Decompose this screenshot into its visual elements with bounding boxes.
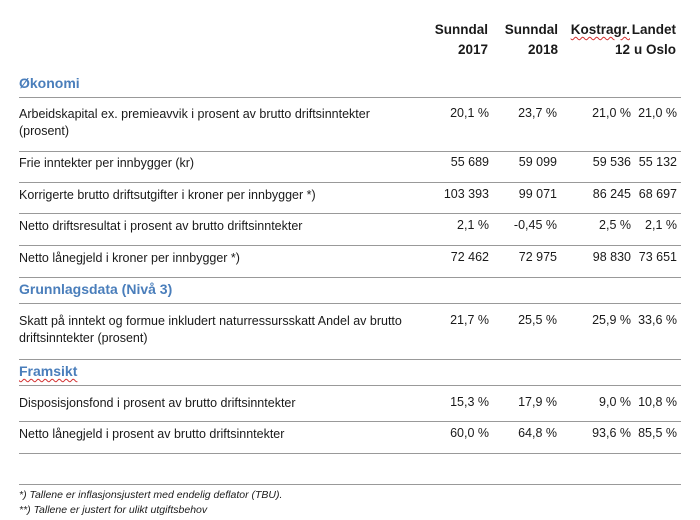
value-sunndal-2018: 99 071 <box>518 187 557 201</box>
value-sunndal-2017: 2,1 % <box>457 218 489 232</box>
row-label: Netto lånegjeld i prosent av brutto driftsinntekter <box>19 427 285 441</box>
value-landet-u-oslo: 55 132 <box>638 155 677 169</box>
value-sunndal-2018: -0,45 % <box>513 218 557 232</box>
value-kostragr-12: 21,0 % <box>592 106 631 120</box>
section-heading-grunnlagsdata: Grunnlagsdata (Nivå 3) <box>19 281 173 297</box>
value-landet-u-oslo: 68 697 <box>638 187 677 201</box>
value-landet-u-oslo: 2,1 % <box>645 218 677 232</box>
value-sunndal-2017: 20,1 % <box>450 106 489 120</box>
divider <box>19 213 681 214</box>
divider <box>19 303 681 304</box>
divider <box>19 277 681 278</box>
value-sunndal-2018: 72 975 <box>518 250 557 264</box>
section-heading-framsikt <box>19 363 77 379</box>
value-kostragr-12: 25,9 % <box>592 313 631 327</box>
divider <box>19 182 681 183</box>
section-heading-okonomi: Økonomi <box>19 75 80 91</box>
divider <box>19 97 681 98</box>
divider <box>19 453 681 454</box>
footnote-expenditure: **) Tallene er justert for ulikt utgiftsbehov <box>19 504 208 516</box>
value-sunndal-2017: 103 393 <box>443 187 489 201</box>
row-label: Skatt på inntekt og formue inkludert naturressursskatt Andel av brutto driftsinntekter (prosent) <box>19 314 402 345</box>
value-sunndal-2017: 55 689 <box>450 155 489 169</box>
value-sunndal-2018: 59 099 <box>518 155 557 169</box>
value-landet-u-oslo: 10,8 % <box>638 395 677 409</box>
value-sunndal-2018: 64,8 % <box>518 426 557 440</box>
row-label: Netto lånegjeld i kroner per innbygger *) <box>19 251 240 265</box>
section-heading-text: Framsikt <box>19 363 78 379</box>
footnote-inflation <box>19 488 282 503</box>
footnote-divider <box>19 484 681 485</box>
value-kostragr-12: 93,6 % <box>592 426 631 440</box>
footnote-text: *) Tallene er inflasjonsjustert med endelig deflator (TBU). <box>19 489 283 501</box>
value-landet-u-oslo: 73 651 <box>638 250 677 264</box>
divider <box>19 385 681 386</box>
value-sunndal-2017: 15,3 % <box>450 395 489 409</box>
value-kostragr-12: 9,0 % <box>599 395 631 409</box>
row-label: Korrigerte brutto driftsutgifter i kroner per innbygger *) <box>19 188 316 202</box>
value-sunndal-2018: 23,7 % <box>518 106 557 120</box>
column-header-sunndal-2017 <box>400 20 488 60</box>
value-kostragr-12: 2,5 % <box>599 218 631 232</box>
value-sunndal-2017: 72 462 <box>450 250 489 264</box>
value-landet-u-oslo: 21,0 % <box>638 106 677 120</box>
row-label: Arbeidskapital ex. premieavvik i prosent av brutto driftsinntekter (prosent) <box>19 107 370 138</box>
column-header-line: 2017 <box>457 42 488 57</box>
divider <box>19 245 681 246</box>
value-sunndal-2017: 60,0 % <box>450 426 489 440</box>
row-label: Netto driftsresultat i prosent av brutto driftsinntekter <box>19 219 303 233</box>
column-header-line: Sunndal <box>434 22 488 37</box>
column-header-line: Landet <box>631 22 676 37</box>
column-header-line: 2018 <box>527 42 558 57</box>
column-header-line: Kostragr. <box>570 22 630 37</box>
column-header-line: Sunndal <box>504 22 558 37</box>
value-sunndal-2017: 21,7 % <box>450 313 489 327</box>
column-header-kostragr-12 <box>560 20 630 60</box>
value-kostragr-12: 98 830 <box>592 250 631 264</box>
value-sunndal-2018: 17,9 % <box>518 395 557 409</box>
divider <box>19 359 681 360</box>
column-header-line: 12 <box>614 42 630 57</box>
divider <box>19 151 681 152</box>
column-header-sunndal-2018 <box>488 20 558 60</box>
value-kostragr-12: 86 245 <box>592 187 631 201</box>
divider <box>19 421 681 422</box>
column-header-line: u Oslo <box>633 42 676 57</box>
value-kostragr-12: 59 536 <box>592 155 631 169</box>
value-sunndal-2018: 25,5 % <box>518 313 557 327</box>
value-landet-u-oslo: 85,5 % <box>638 426 677 440</box>
row-label: Disposisjonsfond i prosent av brutto driftsinntekter <box>19 396 296 410</box>
column-header-landet-u-oslo <box>630 20 676 60</box>
value-landet-u-oslo: 33,6 % <box>638 313 677 327</box>
row-label: Frie inntekter per innbygger (kr) <box>19 156 195 170</box>
